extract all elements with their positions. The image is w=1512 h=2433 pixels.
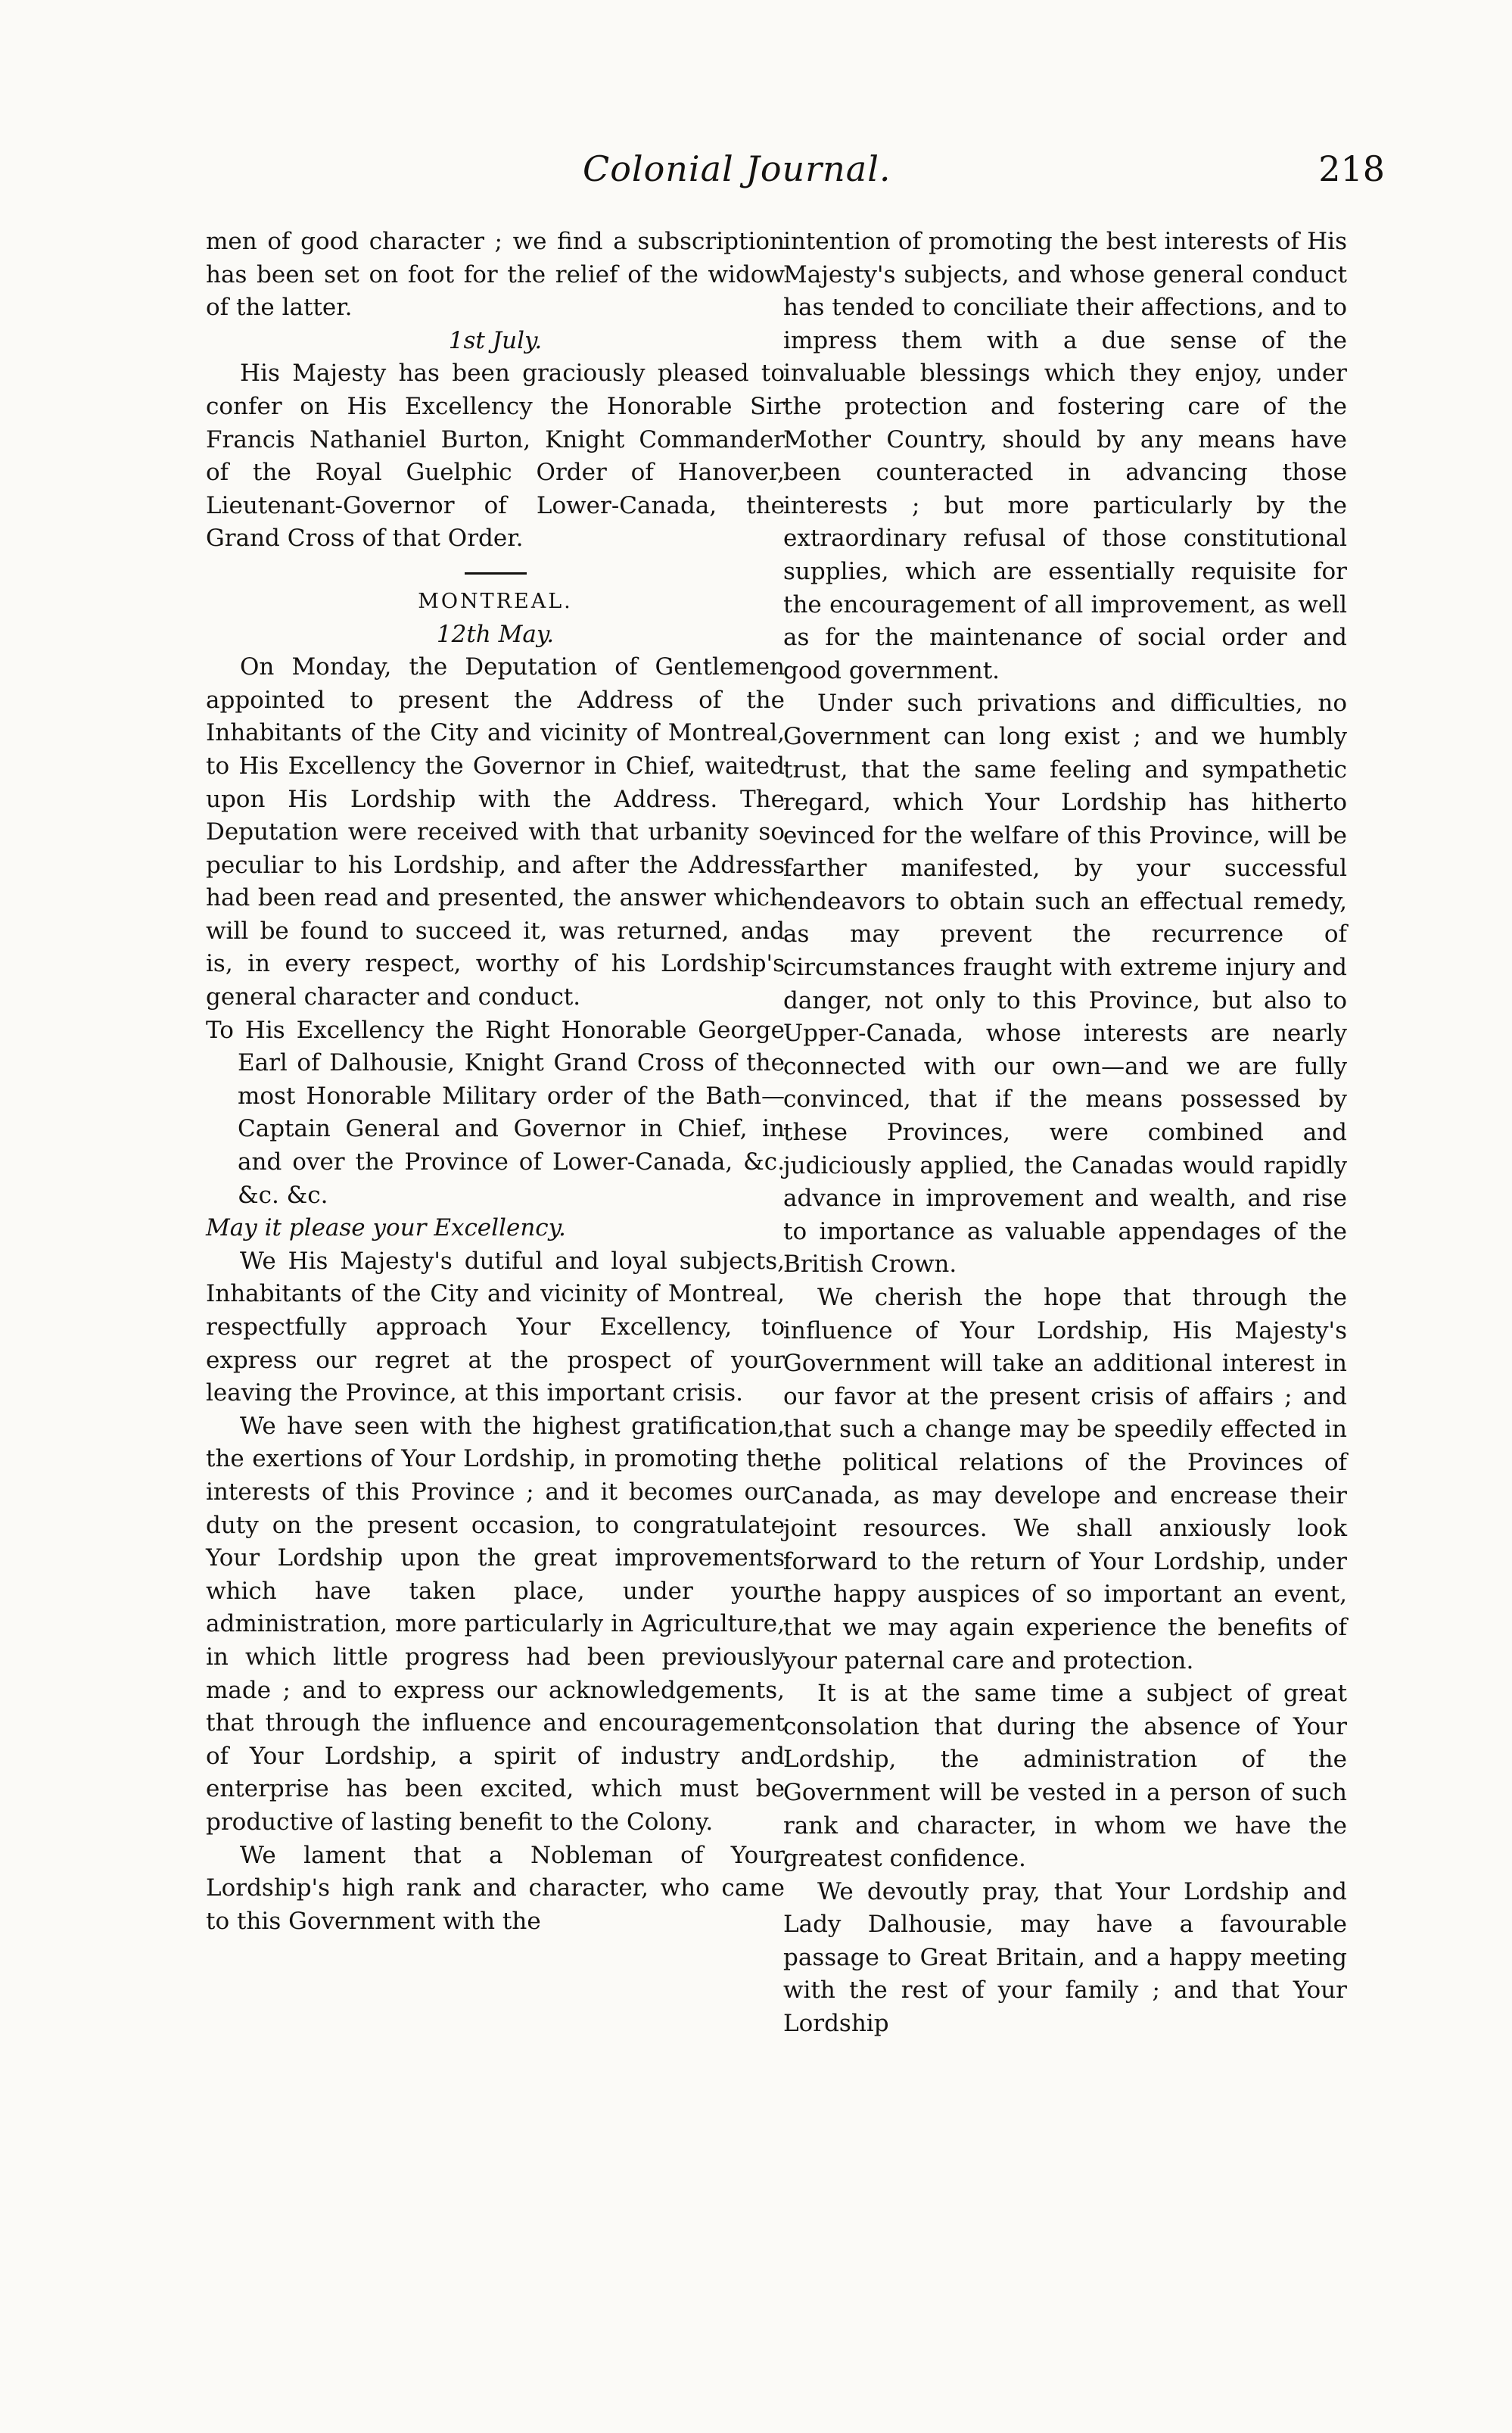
running-title: Colonial Journal.	[583, 148, 891, 189]
paragraph-continuation: men of good character ; we find a subscription has been set on foot for the relief of the widow of the latter.	[206, 228, 785, 322]
paragraph-honour-conferred: His Majesty has been graciously pleased to confer on His Excellency the Honorable Sir Francis Nathaniel Burton, Knight Commander of the Royal Guelphic Order of Hanover, Lieutenant-Governor of Lower-Canada, the Grand Cross of that Order.	[206, 360, 785, 553]
paragraph-consolation: It is at the same time a subject of great consolation that during the absence of Your Lordship, the administration of the Government will be vested in a person of such rank and character, in whom we have the greatest confidence.	[783, 1680, 1347, 1873]
paragraph-lament: We lament that a Nobleman of Your Lordship's high rank and character, who came to this Government with the	[206, 1841, 785, 1935]
dateline-july: 1st July.	[448, 326, 543, 354]
paragraph-regret: We His Majesty's dutiful and loyal subjects, Inhabitants of the City and vicinity of Montreal, respectfully approach Your Excellency, to express our regret at the prospect of your leaving the Province, at this important crisis.	[206, 1247, 785, 1407]
paragraph-gratification: We have seen with the highest gratification, the exertions of Your Lordship, in promoting the interests of this Province ; and it becomes our duty on the present occasion, to congratulate Your Lordship upon the great improvements which have taken place, under your administration, more particularly in Agriculture, in which little progress had been previously made ; and to express our acknowledgements, that through the influence and encouragement of Your Lordship, a spirit of industry and enterprise has been excited, which must be productive of lasting benefit to the Colony.	[206, 1412, 785, 1836]
page-number: 218	[1318, 148, 1385, 189]
salutation: May it please your Excellency.	[206, 1214, 566, 1242]
left-column	[206, 226, 785, 1938]
dateline-may: 12th May.	[436, 620, 555, 648]
section-heading-montreal: MONTREAL.	[418, 589, 573, 613]
paragraph-cherish-hope: We cherish the hope that through the influence of Your Lordship, His Majesty's Government will take an additional interest in our favor at the present crisis of affairs ; and that such a change may be speedily effected in the political relations of the Provinces of Canada, as may develope and encrease their joint resources. We shall anxiously look forward to the return of Your Lordship, under the happy auspices of so important an event, that we may again experience the benefits of your paternal care and protection.	[783, 1284, 1347, 1674]
right-column	[783, 226, 1347, 2041]
paragraph-deputation: On Monday, the Deputation of Gentlemen appointed to present the Address of the Inhabitants of the City and vicinity of Montreal, to His Excellency the Governor in Chief, waited upon His Lordship with the Address. The Deputation were received with that urbanity so peculiar to his Lordship, and after the Address had been read and presented, the answer which will be found to succeed it, was returned, and is, in every respect, worthy of his Lordship's general character and conduct.	[206, 653, 785, 1011]
address-heading: To His Excellency the Right Honorable George Earl of Dalhousie, Knight Grand Cross of the most Honorable Military order of the Bath—Captain General and Governor in Chief, in and over the Province of Lower-Canada, &c. &c. &c.	[206, 1016, 785, 1209]
running-head	[583, 144, 1385, 194]
section-divider	[465, 572, 527, 575]
paragraph-prayer: We devoutly pray, that Your Lordship and Lady Dalhousie, may have a favourable passage to Great Britain, and a happy meeting with the rest of your family ; and that Your Lordship	[783, 1877, 1347, 2038]
paragraph-privations: Under such privations and difficulties, no Government can long exist ; and we humbly trust, that the same feeling and sympathetic regard, which Your Lordship has hitherto evinced for the welfare of this Province, will be farther manifested, by your successful endeavors to obtain such an effectual remedy, as may prevent the recurrence of circumstances fraught with extreme injury and danger, not only to this Province, but also to Upper-Canada, whose interests are nearly connected with our own—and we are fully convinced, that if the means possessed by these Provinces, were combined and judiciously applied, the Canadas would rapidly advance in improvement and wealth, and rise to importance as valuable appendages of the British Crown.	[783, 690, 1347, 1279]
paragraph-intention: intention of promoting the best interests of His Majesty's subjects, and whose general conduct has tended to conciliate their affections, and to impress them with a due sense of the invaluable blessings which they enjoy, under the protection and fostering care of the Mother Country, should by any means have been counteracted in advancing those interests ; but more particularly by the extraordinary refusal of those constitutional supplies, which are essentially requisite for the encouragement of all improvement, as well as for the maintenance of social order and good government.	[783, 228, 1347, 684]
